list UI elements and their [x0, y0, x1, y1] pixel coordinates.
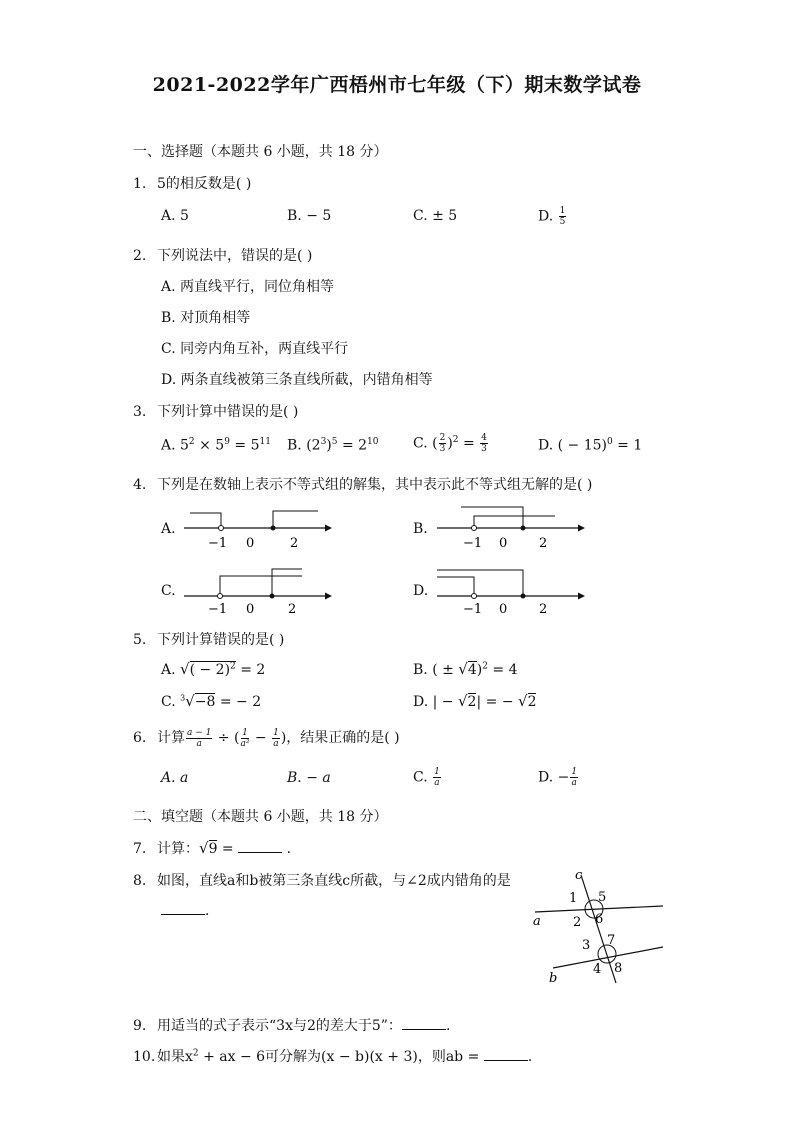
q6-option-b: B. − a [287, 770, 331, 786]
line-label-a: a [533, 914, 541, 929]
angle-label-3: 3 [582, 938, 591, 953]
q2-option-d: D. 两条直线被第三条直线所截，内错角相等 [161, 372, 433, 388]
tick-label: −1 [463, 602, 483, 614]
tick-label: 2 [539, 536, 548, 551]
q4-option-a-number-line [180, 502, 340, 552]
question-2: 2. 下列说法中，错误的是( ) [133, 248, 313, 264]
tick-label: 2 [539, 602, 548, 614]
tick-label: 0 [499, 602, 508, 614]
angle-label-8: 8 [614, 961, 623, 976]
line-label-b: b [549, 971, 558, 986]
q1-option-d: D. $\frac{1}{5}$ [538, 206, 566, 227]
q4-option-d-label: D. [413, 583, 429, 599]
q4-option-c-label: C. [161, 583, 176, 599]
angle-label-7: 7 [607, 933, 616, 948]
tick-label: 0 [246, 536, 255, 551]
q2-option-b: B. 对顶角相等 [161, 310, 251, 326]
q3-option-b: B. $(2^3)^5 = 2^{10}$ [287, 437, 379, 454]
tick-label: 2 [288, 602, 297, 614]
q4-option-a-label: A. [161, 521, 176, 537]
q6-option-c: C. $\frac{1}{a}$ [413, 767, 440, 788]
answer-blank [238, 840, 282, 853]
question-number: 1. [133, 176, 147, 192]
tick-label: −1 [208, 536, 228, 551]
q5-option-c: C. $^3$√−8 = − 2 [161, 692, 262, 710]
question-10: 10. 如果$x^2$ + ax − 6可分解为(x − b)(x + 3)，则ab = . [133, 1048, 533, 1065]
q5-option-a: A. √( − 2)$^2$ = 2 [161, 660, 266, 678]
q2-option-a: A. 两直线平行，同位角相等 [161, 279, 335, 295]
answer-blank [484, 1048, 528, 1061]
q4-option-c-number-line [180, 564, 340, 614]
question-text: 5的相反数是( ) [157, 176, 252, 192]
question-9: 9. 用适当的式子表示“3x与2的差大于5”： . [133, 1018, 451, 1034]
angle-label-6: 6 [595, 912, 604, 927]
angle-label-5: 5 [598, 890, 607, 905]
q8-figure-parallel-lines [525, 865, 670, 990]
tick-label: −1 [463, 536, 483, 551]
q1-option-b: B. − 5 [287, 208, 332, 224]
tick-label: 0 [246, 602, 255, 614]
question-8: 8. 如图，直线a和b被第三条直线c所截，与∠2成内错角的是 [133, 873, 511, 889]
q1-option-a: A. 5 [161, 208, 189, 224]
tick-label: 2 [290, 536, 299, 551]
question-5: 5. 下列计算错误的是( ) [133, 632, 285, 648]
section-heading-fill: 二、填空题（本题共 6 小题，共 18 分） [133, 809, 388, 825]
fraction: $\frac{1}{5}$ [559, 206, 566, 227]
q3-option-d: D. ( − 15)$^0$ = 1 [538, 437, 643, 454]
question-4: 4. 下列是在数轴上表示不等式组的解集，其中表示此不等式组无解的是( ) [133, 477, 593, 493]
question-1 [133, 173, 251, 193]
question-6: 6. 计算 $\frac{a - 1}{a}$ ÷ ( $\frac{1}{\text{a²}}$ − $\frac{1}{a}$ )，结果正确的是( ) [133, 727, 400, 749]
q5-option-d: D. | − √2| = − √2 [413, 692, 537, 710]
answer-blank [161, 902, 205, 915]
angle-label-4: 4 [593, 962, 602, 977]
angle-label-1: 1 [569, 891, 578, 906]
q4-option-b-label: B. [413, 521, 428, 537]
q2-option-c: C. 同旁内角互补，两直线平行 [161, 341, 349, 357]
q4-option-d-number-line [433, 564, 593, 614]
tick-label: −1 [208, 602, 228, 614]
q5-option-b: B. ( ± √4)$^2$ = 4 [413, 660, 518, 678]
line-label-c: c [575, 868, 583, 883]
q3-option-c: C. ( $\frac{2}{3}$ )$^2$ = $\frac{4}{3}$ [413, 433, 487, 454]
tick-label: 0 [499, 536, 508, 551]
question-3: 3. 下列计算中错误的是( ) [133, 404, 299, 420]
page-title: 2021-2022学年广西梧州市七年级（下）期末数学试卷 [152, 74, 642, 96]
angle-label-2: 2 [573, 915, 582, 930]
q3-option-a: A. $5^2 \times 5^9 = 5^{11}$ [161, 437, 271, 454]
answer-blank [402, 1017, 446, 1030]
section-heading-choice: 一、选择题（本题共 6 小题，共 18 分） [133, 144, 388, 160]
q1-option-c: C. ± 5 [413, 208, 458, 224]
q8-answer-line: . [161, 902, 209, 919]
q4-option-b-number-line [433, 502, 593, 552]
q6-option-d: D. − $\frac{1}{a}$ [538, 767, 578, 788]
q6-option-a: A. a [161, 770, 189, 786]
question-7: 7. 计算：√9 = . [133, 839, 292, 857]
